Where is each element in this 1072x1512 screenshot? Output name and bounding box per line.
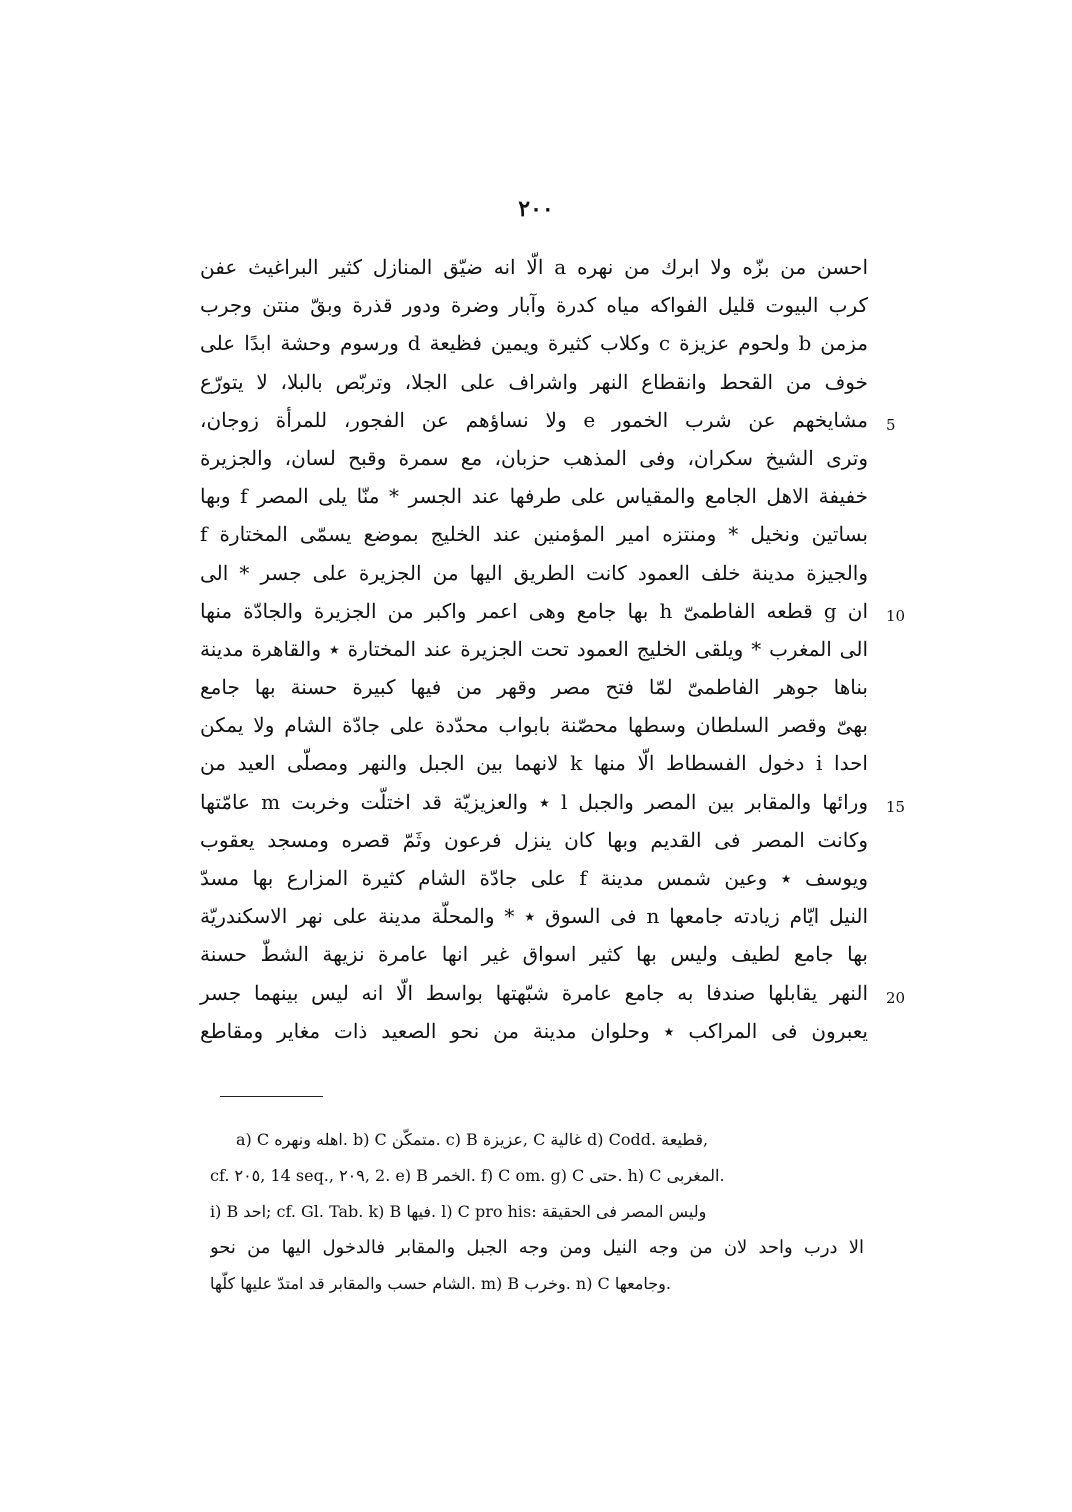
footnote-line: i) B احد; cf. Gl. Tab. k) B فيها. l) C pro his: وليس المصر فى الحقيقة <box>210 1202 707 1221</box>
text-line: والجيزة مدينة خلف العمود كانت الطريق اليها من الجزيرة على جسر * الى <box>200 560 868 585</box>
text-line: مزمن b ولحوم عزيزة c وكلاب كثيرة ويمين فظيعة d ورسوم وحشة ابدًا على <box>200 331 868 356</box>
footnote-line: الا درب واحد لان من وجه النيل ومن وجه الجبل والمقابر فالدخول اليها من نحو <box>210 1237 864 1258</box>
text-line: بساتين ونخيل * ومنتزه امير المؤمنين عند الخليج بموضع يسمّى المختارة f <box>200 522 868 547</box>
text-line: ان g قطعه الفاطمىّ h بها جامع وهى اعمر واكبر من الجزيرة والجادّة منها <box>200 598 868 623</box>
text-line: النيل ايّام زيادته جامعها n فى السوق ٭ * والمحلّة مدينة على نهر الاسكندريّة <box>200 904 868 929</box>
line-number: 15 <box>886 798 906 816</box>
text-line: ورائها والمقابر بين المصر والجبل l ٭ والعزيزيّة قد اختلّت وخربت m عامّتها <box>200 789 868 814</box>
text-line: احسن من بزّه ولا ابرك من نهره a الّا انه ضيّق المنازل كثير البراغيث عفن <box>200 255 868 279</box>
text-line: مشايخهم عن شرب الخمور e ولا نساؤهم عن الفجور، للمرأة زوجان، <box>200 407 868 432</box>
text-line: وكانت المصر فى القديم وبها كان ينزل فرعون وثَمّ قصره ومسجد يعقوب <box>200 827 868 852</box>
footnote-line: a) C اهله ونهره. b) C متمكّن. c) B عزيزة, C غالية d) Codd. قطيعة, <box>236 1130 709 1149</box>
line-number: 20 <box>886 989 906 1007</box>
text-line: وترى الشيخ سكران، وفى المذهب حزبان، مع سمرة وقبح لسان، والجزيرة <box>200 445 868 470</box>
line-number: 5 <box>886 416 896 434</box>
footnote-line: cf. ٢٠٥, 14 seq., ٢٠٩, 2. e) B الخمر. f) C om. g) C حتى. h) C المغربى. <box>210 1166 725 1185</box>
text-line: بهىّ وقصر السلطان وسطها محصّنة بابواب محدّدة على جادّة الشام ولا يمكن <box>200 713 868 738</box>
main-text <box>200 248 868 1050</box>
line-number: 10 <box>886 607 906 625</box>
text-line: كرب البيوت قليل الفواكه مياه كدرة وآبار وضرة ودور قذرة وبقّ منتن وجرب <box>200 293 868 318</box>
text-line: بناها جوهر الفاطمىّ لمّا فتح مصر وقهر من فيها كبيرة حسنة بها جامع <box>200 675 868 700</box>
footnote-separator <box>220 1096 323 1097</box>
footnote-line: الشام حسب والمقابر قد امتدّ عليها كلّها. m) B وخرب. n) C وجامعها. <box>210 1274 671 1293</box>
text-line: يعبرون فى المراكب ٭ وحلوان مدينة من نحو الصعيد ذات مغاير ومقاطع <box>200 1018 868 1043</box>
footnotes <box>210 1122 864 1302</box>
text-line: خوف من القحط وانقطاع النهر واشراف على الجلا، وتربّص بالبلا، لا يتورّع <box>200 369 868 394</box>
page-number: ٢٠٠ <box>518 196 554 222</box>
text-line: بها جامع لطيف وليس بها كثير اسواق غير انها عامرة نزيهة الشطّ حسنة <box>200 942 868 967</box>
text-line: النهر يقابلها صندفا به جامع عامرة شبّهتها بواسط الّا انه ليس بينهما جسر <box>200 980 868 1005</box>
text-line: خفيفة الاهل الجامع والمقياس على طرفها عند الجسر * منّا يلى المصر f وبها <box>200 484 868 509</box>
text-line: ويوسف ٭ وعين شمس مدينة f على جادّة الشام كثيرة المزارع بها مسدّ <box>200 866 868 890</box>
text-line: الى المغرب * ويلقى الخليج العمود تحت الجزيرة عند المختارة ٭ والقاهرة مدينة <box>200 636 868 661</box>
text-line: احدا i دخول الفسطاط الّا منها k لانهما بين الجبل والنهر ومصلّى العيد من <box>200 751 868 776</box>
